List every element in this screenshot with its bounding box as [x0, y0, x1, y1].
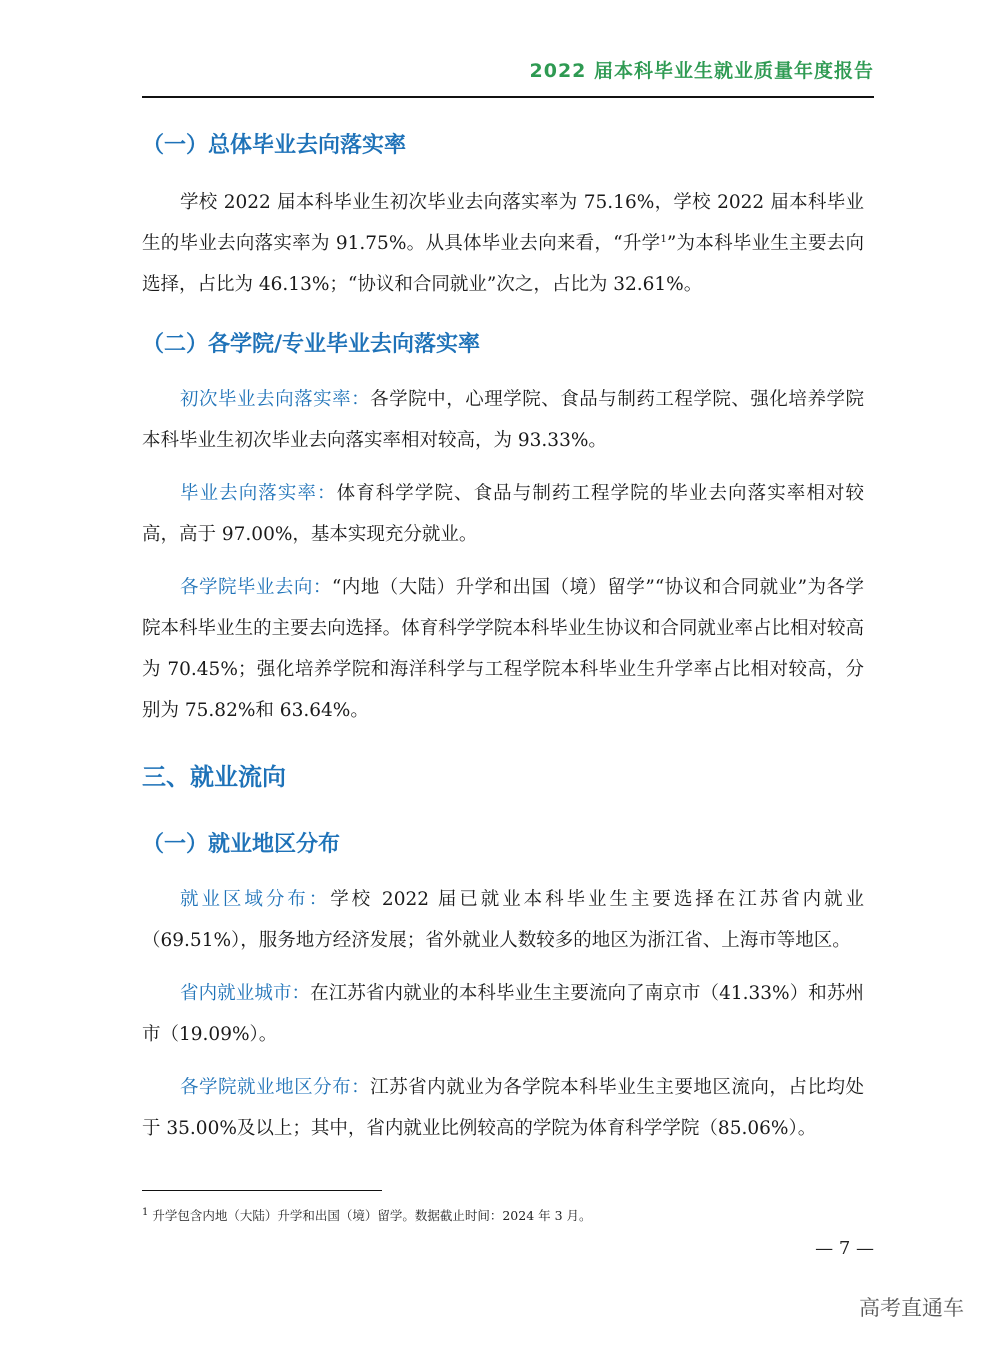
keyword-label: 毕业去向落实率： — [180, 483, 337, 504]
footnote-text: 升学包含内地（大陆）升学和出国（境）留学。数据截止时间：2024 年 3 月。 — [148, 1208, 592, 1223]
paragraph-region-distribution — [142, 879, 864, 961]
paragraph-text: 学校 2022 届已就业本科毕业生主要选择在江苏省内就业（69.51%），服务地方经济发展；省外就业人数较多的地区为浙江省、上海市等地区。 — [142, 889, 864, 951]
header-divider — [142, 96, 874, 98]
section-heading-region: （一）就业地区分布 — [142, 832, 341, 857]
paragraph-text: 学校 2022 届本科毕业生初次毕业去向落实率为 75.16%，学校 2022 届本科毕业生的毕业去向落实率为 91.75%。从具体毕业去向来看，“升学 — [142, 192, 864, 254]
keyword-label: 各学院毕业去向： — [180, 577, 332, 598]
paragraph-text: 各学院中，心理学院、食品与制药工程学院、强化培养学院本科毕业生初次毕业去向落实率相对较高，为 93.33%。 — [142, 389, 864, 451]
paragraph-text: “内地（大陆）升学和出国（境）留学”“协议和合同就业”为各学院本科毕业生的主要去向选择。体育科学学院本科毕业生协议和合同就业率占比相对较高为 70.45%；强化培养学院和海洋科学与工程学院本科毕业生升学率占比相对较高，分别为 75.82%和 63.64%。 — [142, 577, 864, 721]
paragraph-college-destination — [142, 567, 864, 731]
footnote-ref[interactable]: 1 — [660, 233, 667, 245]
paragraph-college-region — [142, 1067, 864, 1149]
report-header-title: 2022 届本科毕业生就业质量年度报告 — [529, 60, 874, 82]
paragraph-text: 在江苏省内就业的本科毕业生主要流向了南京市（41.33%）和苏州市（19.09%）。 — [142, 983, 864, 1045]
paragraph-overall-rate — [142, 182, 864, 305]
watermark: 高考直通车 — [859, 1296, 964, 1320]
section-heading-overall-rate: （一）总体毕业去向落实率 — [142, 133, 407, 158]
paragraph-text: ”为本科毕业生主要去向选择，占比为 46.13%；“协议和合同就业”次之，占比为 32.61%。 — [142, 233, 864, 295]
footnote — [142, 1206, 592, 1224]
paragraph-province-city — [142, 973, 864, 1055]
section-heading-college-rate: （二）各学院/专业毕业去向落实率 — [142, 332, 481, 357]
keyword-label: 各学院就业地区分布： — [180, 1077, 371, 1098]
keyword-label: 就业区域分布： — [180, 889, 331, 910]
page-content — [142, 118, 864, 1149]
page-number: — 7 — — [815, 1238, 874, 1259]
paragraph-initial-rate — [142, 379, 864, 461]
footnote-marker: 1 — [142, 1206, 149, 1218]
paragraph-text: 江苏省内就业为各学院本科毕业生主要地区流向，占比均处于 35.00%及以上；其中，省内就业比例较高的学院为体育科学学院（85.06%）。 — [142, 1077, 864, 1139]
keyword-label: 初次毕业去向落实率： — [180, 389, 371, 410]
footnote-divider — [142, 1190, 382, 1191]
chapter-heading-employment-flow: 三、就业流向 — [142, 763, 286, 791]
paragraph-final-rate — [142, 473, 864, 555]
paragraph-text: 体育科学学院、食品与制药工程学院的毕业去向落实率相对较高，高于 97.00%，基本实现充分就业。 — [142, 483, 864, 545]
keyword-label: 省内就业城市： — [180, 983, 311, 1004]
